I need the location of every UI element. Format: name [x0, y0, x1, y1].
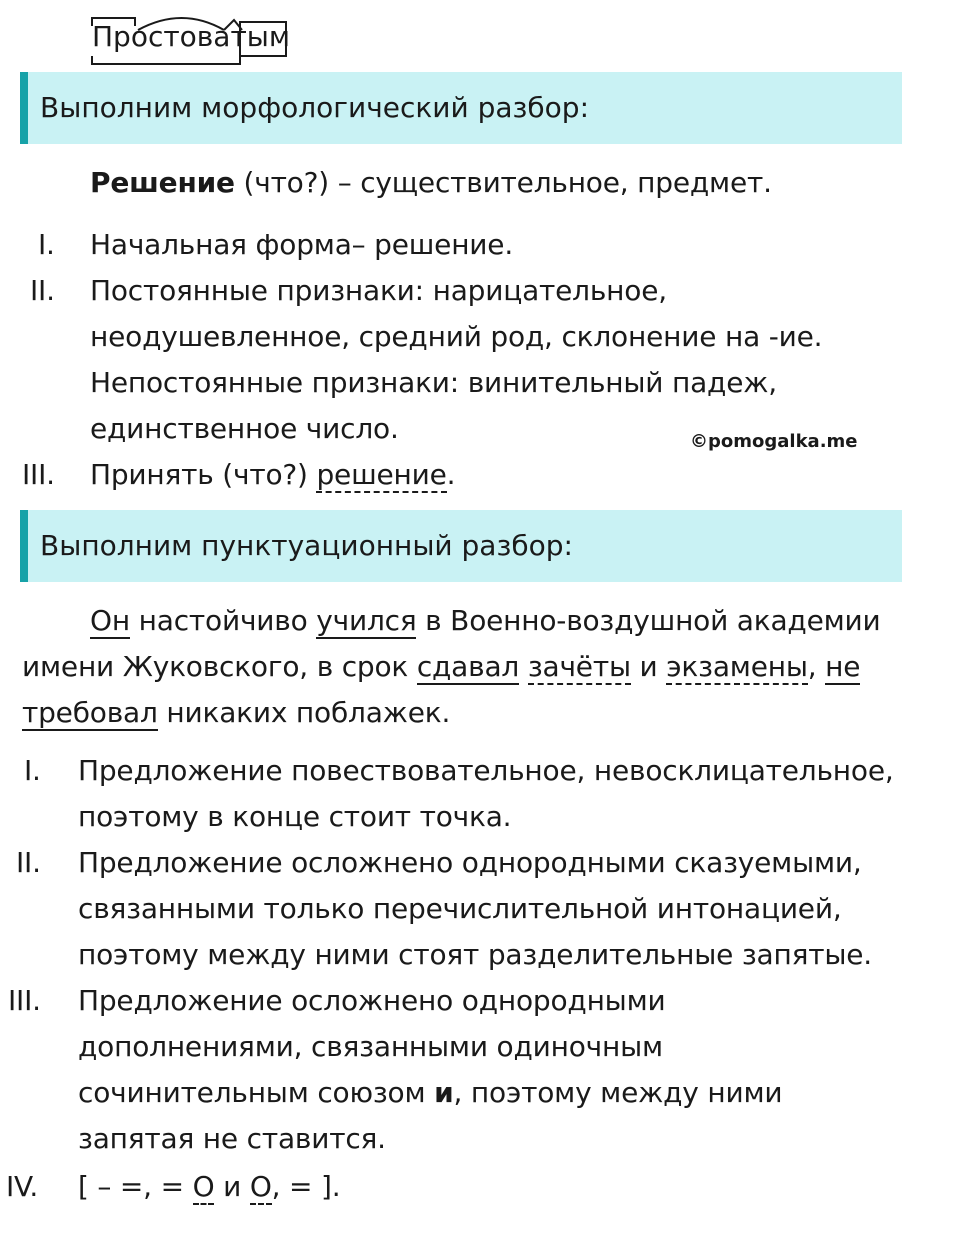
punct-item-3-line-2: дополнениями, связанными одиночным [78, 1030, 663, 1063]
conjunction-bold: и [434, 1076, 454, 1109]
sentence-line-3 [22, 690, 450, 736]
predicate-word: сдавал [416, 650, 520, 683]
morph-item-3-suffix: . [446, 458, 456, 491]
sentence-text: имени Жуковского, в срок [22, 650, 417, 683]
morph-intro-rest: (что?) – существительное, предмет. [234, 166, 772, 199]
morph-numeral-3: III. [22, 458, 55, 491]
punct-item-2-line-3: поэтому между ними стоят разделительные запятые. [78, 938, 872, 971]
scheme-object-1: О [192, 1170, 215, 1203]
punct-item-1-line-1: Предложение повествовательное, невосклицательное, [78, 754, 894, 787]
punct-item-2-line-2: связанными только перечислительной интонацией, [78, 892, 842, 925]
sentence-text: , [807, 650, 826, 683]
punct-item-3-text: , поэтому между ними [453, 1076, 783, 1109]
morph-item-1: Начальная форма– решение. [90, 228, 514, 261]
punct-heading-banner [20, 510, 902, 582]
morph-intro [90, 160, 772, 206]
sentence-line-1 [90, 598, 881, 644]
punct-numeral-1: I. [24, 754, 41, 787]
morph-numeral-2: II. [30, 274, 55, 307]
subject-word: Он [90, 604, 130, 637]
punct-heading: Выполним пунктуационный разбор: [40, 529, 573, 562]
morph-item-3 [90, 452, 455, 498]
punct-numeral-3: III. [8, 984, 41, 1017]
scheme-text: и [214, 1170, 250, 1203]
sentence-text: никаких поблажек. [157, 696, 451, 729]
morph-item-3-prefix: Принять (что?) [90, 458, 317, 491]
scheme-object-2: О [249, 1170, 272, 1203]
morph-heading-banner [20, 72, 902, 144]
morph-item-2-line-2: неодушевленное, средний род, склонение на -ие. [90, 320, 823, 353]
predicate-word: учился [316, 604, 417, 637]
punct-item-3-line-3 [78, 1070, 782, 1116]
morph-item-2-line-1: Постоянные признаки: нарицательное, [90, 274, 667, 307]
morph-item-2-line-3: Непостоянные признаки: винительный падеж, [90, 366, 777, 399]
morph-intro-word: Решение [90, 166, 235, 199]
punct-item-3-line-1: Предложение осложнено однородными [78, 984, 666, 1017]
object-word: зачёты [527, 650, 631, 683]
object-word: экзамены [666, 650, 808, 683]
analyzed-word: Простоватым [92, 20, 290, 53]
watermark: ©pomogalka.me [690, 431, 858, 452]
punct-numeral-4: IV. [6, 1170, 39, 1203]
predicate-word: не [825, 650, 861, 683]
scheme-text: , = ]. [271, 1170, 341, 1203]
sentence-scheme [78, 1164, 340, 1210]
predicate-word: требовал [22, 696, 158, 729]
object-underline-word: решение [316, 458, 447, 491]
morph-numeral-1: I. [38, 228, 55, 261]
punct-item-2-line-1: Предложение осложнено однородными сказуемыми, [78, 846, 862, 879]
punct-item-3-text: сочинительным союзом [78, 1076, 435, 1109]
sentence-text [519, 650, 528, 683]
sentence-line-2 [22, 644, 860, 690]
scheme-text: [ – =, = [78, 1170, 193, 1203]
sentence-text: настойчиво [129, 604, 317, 637]
morph-item-2-line-4: единственное число. [90, 412, 399, 445]
punct-numeral-2: II. [16, 846, 41, 879]
sentence-text: и [630, 650, 667, 683]
morph-heading: Выполним морфологический разбор: [40, 91, 590, 124]
punct-item-1-line-2: поэтому в конце стоит точка. [78, 800, 512, 833]
sentence-text: в Военно-воздушной академии [416, 604, 881, 637]
punct-item-3-line-4: запятая не ставится. [78, 1122, 386, 1155]
